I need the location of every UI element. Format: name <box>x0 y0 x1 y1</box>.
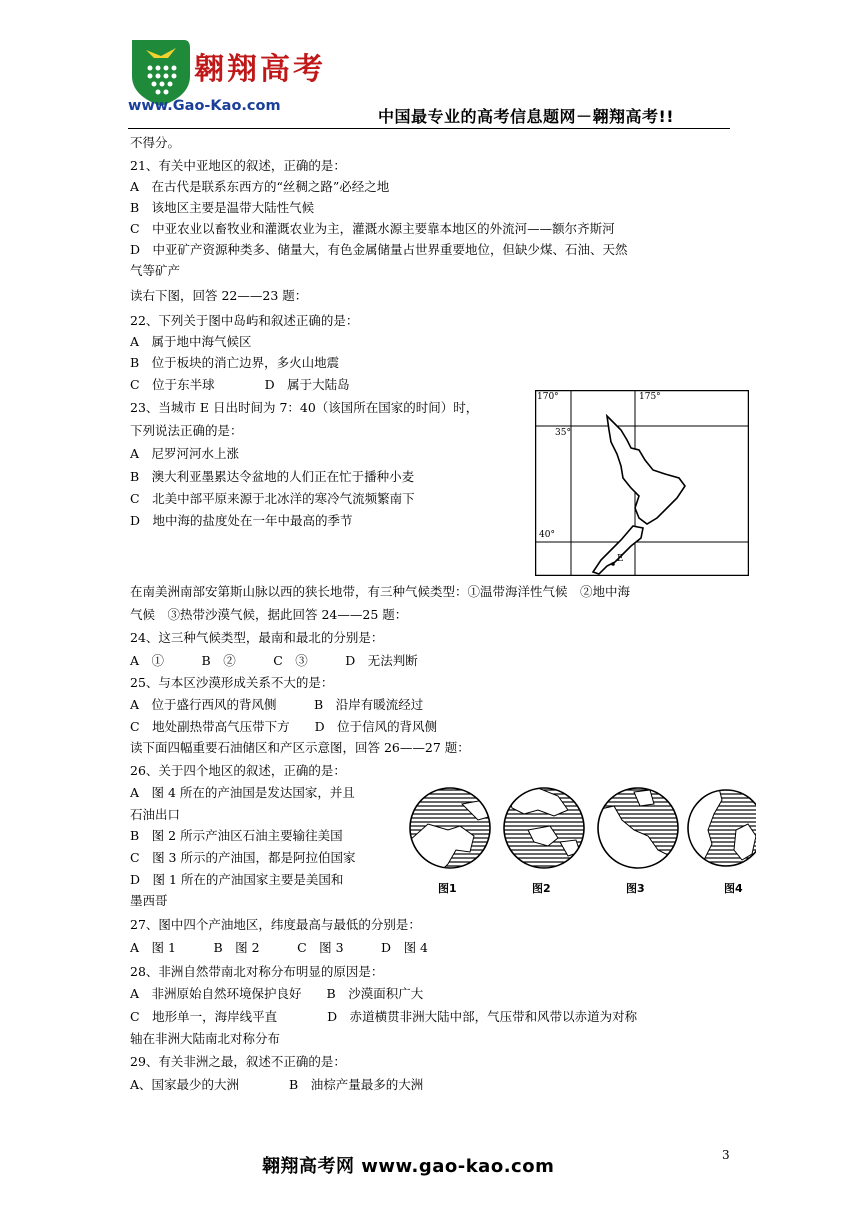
text-line: 28、非洲自然带南北对称分布明显的原因是： <box>130 964 384 979</box>
text-line: A 图 1 B 图 2 C 图 3 D 图 4 <box>130 940 429 955</box>
text-line: C 图 3 所示的产油国，都是阿拉伯国家 <box>130 850 356 865</box>
oil-map-caption-2: 图2 <box>532 882 551 895</box>
lon-label-170: 170° <box>537 392 559 402</box>
text-line: 在南美洲南部安第斯山脉以西的狭长地带，有三种气候类型：①温带海洋性气候 ②地中海 <box>130 584 631 599</box>
lat-label-40: 40° <box>539 530 555 540</box>
logo-url: www.Gao-Kao.com <box>128 98 281 114</box>
logo-brand: 翱翔高考 <box>194 52 326 87</box>
page-number: 3 <box>722 1148 730 1162</box>
text-line: 23、当城市 E 日出时间为 7：40（该国所在国家的时间）时， <box>130 400 479 415</box>
text-line: 气候 ③热带沙漠气候，据此回答 24——25 题： <box>130 607 408 622</box>
text-line: A 非洲原始自然环境保护良好 B 沙漠面积广大 <box>130 986 424 1001</box>
text-line: 25、与本区沙漠形成关系不大的是： <box>130 675 334 690</box>
oil-map-caption-3: 图3 <box>626 882 645 895</box>
site-logo <box>128 36 340 116</box>
oil-regions-figure <box>408 780 756 900</box>
text-line: 21、有关中亚地区的叙述，正确的是： <box>130 158 346 173</box>
lat-label-35: 35° <box>555 428 571 438</box>
text-line: A 属于地中海气候区 <box>130 334 252 349</box>
text-line: A 位于盛行西风的背风侧 B 沿岸有暖流经过 <box>130 697 424 712</box>
text-line: A ① B ② C ③ D 无法判断 <box>130 653 418 668</box>
text-line: C 北美中部平原来源于北冰洋的寒冷气流频繁南下 <box>130 491 415 506</box>
text-line: C 位于东半球 D 属于大陆岛 <box>130 377 350 392</box>
text-line: 不得分。 <box>130 135 181 150</box>
text-line: 29、有关非洲之最，叙述不正确的是： <box>130 1054 346 1069</box>
text-line: C 地形单一，海岸线平直 D 赤道横贯非洲大陆中部，气压带和风带以赤道为对称 <box>130 1009 638 1024</box>
text-line: 读下面四幅重要石油储区和产区示意图，回答 26——27 题： <box>130 740 470 755</box>
text-line: D 图 1 所在的产油国家主要是美国和 <box>130 872 344 887</box>
text-line: 气等矿产 <box>130 263 181 278</box>
text-line: B 澳大利亚墨累达令盆地的人们正在忙于播种小麦 <box>130 469 415 484</box>
footer-site-text: 翱翔高考网 www.gao-kao.com <box>262 1156 555 1177</box>
text-line: 墨西哥 <box>130 893 168 908</box>
oil-map-caption-1: 图1 <box>438 882 457 895</box>
text-line: 22、下列关于图中岛屿和叙述正确的是： <box>130 313 359 328</box>
island-map-figure <box>535 390 749 576</box>
lon-label-175: 175° <box>639 392 661 402</box>
text-line: 读右下图，回答 22——23 题： <box>130 288 308 303</box>
text-line: 26、关于四个地区的叙述，正确的是： <box>130 763 346 778</box>
oil-map-caption-4: 图4 <box>724 882 743 895</box>
text-line: D 地中海的盐度处在一年中最高的季节 <box>130 513 353 528</box>
text-line: 24、这三种气候类型，最南和最北的分别是： <box>130 630 384 645</box>
text-line: B 该地区主要是温带大陆性气候 <box>130 200 315 215</box>
header-rule <box>128 128 730 129</box>
site-tagline: 中国最专业的高考信息题网－翱翔高考!! <box>378 107 675 126</box>
text-line: B 位于板块的消亡边界，多火山地震 <box>130 355 340 370</box>
text-line: A 在古代是联系东西方的“丝稠之路”必经之地 <box>130 179 390 194</box>
city-e-label: E <box>617 554 624 564</box>
text-line: D 中亚矿产资源种类多、储量大，有色金属储量占世界重要地位，但缺少煤、石油、天然 <box>130 242 628 257</box>
text-line: 轴在非洲大陆南北对称分布 <box>130 1031 281 1046</box>
text-line: 石油出口 <box>130 807 181 822</box>
text-line: 27、图中四个产油地区，纬度最高与最低的分别是： <box>130 917 421 932</box>
text-line: A 图 4 所在的产油国是发达国家，并且 <box>130 785 355 800</box>
text-line: C 中亚农业以畜牧业和灌溉农业为主，灌溉水源主要靠本地区的外流河——额尔齐斯河 <box>130 221 615 236</box>
text-line: C 地处副热带高气压带下方 D 位于信风的背风侧 <box>130 719 438 734</box>
city-e-marker <box>611 562 615 566</box>
text-line: A 尼罗河河水上涨 <box>130 446 240 461</box>
text-line: A、国家最少的大洲 B 油棕产量最多的大洲 <box>130 1077 424 1092</box>
text-line: B 图 2 所示产油区石油主要输往美国 <box>130 828 343 843</box>
text-line: 下列说法正确的是： <box>130 423 243 438</box>
